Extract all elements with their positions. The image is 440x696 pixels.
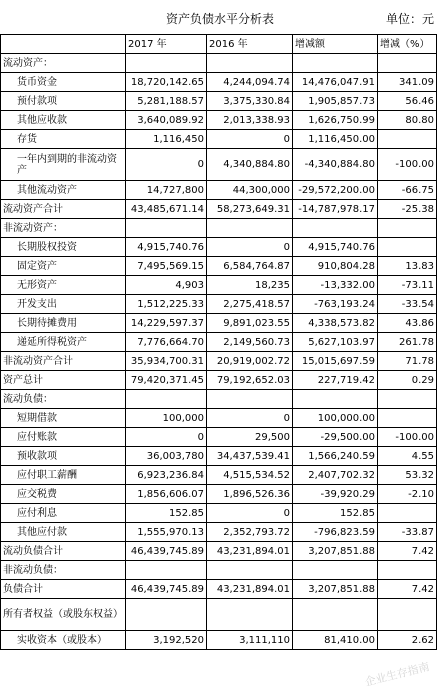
value-cell <box>207 561 293 580</box>
value-cell: -100.00 <box>378 149 437 181</box>
value-cell: 4,915,740.76 <box>293 238 378 257</box>
value-cell: 3,111,110 <box>207 631 293 650</box>
value-cell: 6,923,236.84 <box>126 466 207 485</box>
value-cell: 1,116,450.00 <box>293 130 378 149</box>
table-row <box>1 238 437 257</box>
value-cell: -2.10 <box>378 485 437 504</box>
value-cell: 1,896,526.36 <box>207 485 293 504</box>
value-cell: -33.87 <box>378 523 437 542</box>
table-row <box>1 409 437 428</box>
value-cell: 5,627,103.97 <box>293 333 378 352</box>
value-cell: 3,640,089.92 <box>126 111 207 130</box>
value-cell: 58,273,649.31 <box>207 200 293 219</box>
watermark-logo: 企业生存指南 <box>363 660 431 689</box>
value-cell: 43,231,894.01 <box>207 580 293 599</box>
header-cell: 2017 年 <box>126 35 207 54</box>
table-row <box>1 257 437 276</box>
value-cell: 46,439,745.89 <box>126 542 207 561</box>
value-cell: 29,500 <box>207 428 293 447</box>
row-label: 非流动资产合计 <box>1 352 126 371</box>
value-cell: -100.00 <box>378 428 437 447</box>
value-cell: 79,420,371.45 <box>126 371 207 390</box>
value-cell <box>126 599 207 631</box>
header-cell: 增减（%） <box>378 35 437 54</box>
value-cell: 71.78 <box>378 352 437 371</box>
value-cell: 13.83 <box>378 257 437 276</box>
value-cell: 43,231,894.01 <box>207 542 293 561</box>
header-cell: 2016 年 <box>207 35 293 54</box>
value-cell: 4,515,534.52 <box>207 466 293 485</box>
value-cell <box>378 238 437 257</box>
value-cell: -796,823.59 <box>293 523 378 542</box>
row-label: 流动负债合计 <box>1 542 126 561</box>
value-cell: 5,281,188.57 <box>126 92 207 111</box>
value-cell: 14,476,047.91 <box>293 73 378 92</box>
value-cell: 0.29 <box>378 371 437 390</box>
row-label: 所有者权益（或股东权益） <box>1 599 126 631</box>
value-cell: 3,207,851.88 <box>293 580 378 599</box>
table-row <box>1 371 437 390</box>
value-cell: -25.38 <box>378 200 437 219</box>
row-label: 负债合计 <box>1 580 126 599</box>
value-cell <box>378 54 437 73</box>
row-label: 应付账款 <box>1 428 126 447</box>
value-cell: 18,235 <box>207 276 293 295</box>
value-cell: 2,275,418.57 <box>207 295 293 314</box>
table-row <box>1 219 437 238</box>
row-label: 实收资本（或股本） <box>1 631 126 650</box>
value-cell: 1,116,450 <box>126 130 207 149</box>
value-cell: 80.80 <box>378 111 437 130</box>
value-cell: -14,787,978.17 <box>293 200 378 219</box>
value-cell: -33.54 <box>378 295 437 314</box>
value-cell: 1,905,857.73 <box>293 92 378 111</box>
table-row <box>1 485 437 504</box>
value-cell <box>293 599 378 631</box>
value-cell <box>293 390 378 409</box>
value-cell: 53.32 <box>378 466 437 485</box>
row-label: 预付款项 <box>1 92 126 111</box>
value-cell <box>207 219 293 238</box>
value-cell <box>207 599 293 631</box>
value-cell: 3,207,851.88 <box>293 542 378 561</box>
value-cell: 4.55 <box>378 447 437 466</box>
table-row <box>1 352 437 371</box>
table-row <box>1 523 437 542</box>
row-label: 长期股权投资 <box>1 238 126 257</box>
value-cell: 152.85 <box>293 504 378 523</box>
row-label: 流动资产合计 <box>1 200 126 219</box>
table-row <box>1 111 437 130</box>
value-cell: 81,410.00 <box>293 631 378 650</box>
table-row <box>1 580 437 599</box>
value-cell: 100,000.00 <box>293 409 378 428</box>
table-row <box>1 447 437 466</box>
value-cell <box>293 561 378 580</box>
value-cell: 18,720,142.65 <box>126 73 207 92</box>
value-cell: 43.86 <box>378 314 437 333</box>
row-label: 流动负债： <box>1 390 126 409</box>
row-label: 存货 <box>1 130 126 149</box>
value-cell <box>126 561 207 580</box>
table-row <box>1 333 437 352</box>
value-cell: -13,332.00 <box>293 276 378 295</box>
row-label: 递延所得税资产 <box>1 333 126 352</box>
table-row <box>1 428 437 447</box>
value-cell: 227,719.42 <box>293 371 378 390</box>
row-label: 无形资产 <box>1 276 126 295</box>
value-cell: -66.75 <box>378 181 437 200</box>
value-cell: 9,891,023.55 <box>207 314 293 333</box>
value-cell: 4,340,884.80 <box>207 149 293 181</box>
value-cell <box>293 54 378 73</box>
value-cell: 34,437,539.41 <box>207 447 293 466</box>
value-cell: 4,903 <box>126 276 207 295</box>
value-cell: 1,626,750.99 <box>293 111 378 130</box>
value-cell: -29,500.00 <box>293 428 378 447</box>
row-label: 应付职工薪酬 <box>1 466 126 485</box>
value-cell <box>378 409 437 428</box>
value-cell <box>293 219 378 238</box>
value-cell <box>126 219 207 238</box>
value-cell: 341.09 <box>378 73 437 92</box>
table-row <box>1 390 437 409</box>
value-cell: 4,338,573.82 <box>293 314 378 333</box>
value-cell: 43,485,671.14 <box>126 200 207 219</box>
value-cell <box>378 504 437 523</box>
value-cell: 4,244,094.74 <box>207 73 293 92</box>
value-cell: 3,375,330.84 <box>207 92 293 111</box>
table-row <box>1 314 437 333</box>
value-cell <box>126 390 207 409</box>
value-cell: 15,015,697.59 <box>293 352 378 371</box>
balance-sheet-table <box>0 34 437 650</box>
header-cell <box>1 35 126 54</box>
value-cell: -4,340,884.80 <box>293 149 378 181</box>
value-cell <box>378 561 437 580</box>
table-row <box>1 542 437 561</box>
unit-label: 单位：元 <box>385 12 434 26</box>
table-row <box>1 561 437 580</box>
row-label: 其他应收款 <box>1 111 126 130</box>
value-cell: 152.85 <box>126 504 207 523</box>
value-cell: 7.42 <box>378 580 437 599</box>
value-cell <box>378 390 437 409</box>
value-cell: 14,727,800 <box>126 181 207 200</box>
value-cell <box>207 390 293 409</box>
table-row <box>1 466 437 485</box>
row-label: 短期借款 <box>1 409 126 428</box>
value-cell: 0 <box>207 238 293 257</box>
table-title: 资产负债水平分析表 <box>165 12 274 26</box>
header-row <box>1 35 437 54</box>
row-label: 应付利息 <box>1 504 126 523</box>
row-label: 其他应付款 <box>1 523 126 542</box>
value-cell: 46,439,745.89 <box>126 580 207 599</box>
table-row <box>1 200 437 219</box>
value-cell: 1,512,225.33 <box>126 295 207 314</box>
table-row <box>1 92 437 111</box>
row-label: 应交税费 <box>1 485 126 504</box>
value-cell: 7,776,664.70 <box>126 333 207 352</box>
value-cell: 14,229,597.37 <box>126 314 207 333</box>
value-cell <box>378 130 437 149</box>
value-cell: 7.42 <box>378 542 437 561</box>
value-cell: -763,193.24 <box>293 295 378 314</box>
value-cell: 1,555,970.13 <box>126 523 207 542</box>
table-row <box>1 130 437 149</box>
value-cell: -39,920.29 <box>293 485 378 504</box>
value-cell: 1,856,606.07 <box>126 485 207 504</box>
row-label: 非流动资产： <box>1 219 126 238</box>
value-cell: 1,566,240.59 <box>293 447 378 466</box>
value-cell: 2.62 <box>378 631 437 650</box>
value-cell: 0 <box>207 504 293 523</box>
value-cell: 20,919,002.72 <box>207 352 293 371</box>
value-cell: 0 <box>207 130 293 149</box>
value-cell <box>207 54 293 73</box>
row-label: 固定资产 <box>1 257 126 276</box>
value-cell: 2,352,793.72 <box>207 523 293 542</box>
table-row <box>1 276 437 295</box>
value-cell: 100,000 <box>126 409 207 428</box>
row-label: 流动资产： <box>1 54 126 73</box>
row-label: 预收款项 <box>1 447 126 466</box>
value-cell: 3,192,520 <box>126 631 207 650</box>
value-cell: 0 <box>207 409 293 428</box>
value-cell: 0 <box>126 149 207 181</box>
value-cell <box>378 599 437 631</box>
row-label: 长期待摊费用 <box>1 314 126 333</box>
table-row <box>1 631 437 650</box>
value-cell: 56.46 <box>378 92 437 111</box>
value-cell: 6,584,764.87 <box>207 257 293 276</box>
table-row <box>1 599 437 631</box>
header-cell: 增减额 <box>293 35 378 54</box>
value-cell: -73.11 <box>378 276 437 295</box>
table-row <box>1 149 437 181</box>
table-row <box>1 54 437 73</box>
value-cell: 36,003,780 <box>126 447 207 466</box>
value-cell: 0 <box>126 428 207 447</box>
row-label: 一年内到期的非流动资产 <box>1 149 126 181</box>
value-cell: 7,495,569.15 <box>126 257 207 276</box>
value-cell: 2,407,702.32 <box>293 466 378 485</box>
value-cell: 44,300,000 <box>207 181 293 200</box>
row-label: 其他流动资产 <box>1 181 126 200</box>
table-row <box>1 504 437 523</box>
row-label: 资产总计 <box>1 371 126 390</box>
value-cell: 79,192,652.03 <box>207 371 293 390</box>
value-cell <box>126 54 207 73</box>
row-label: 非流动负债： <box>1 561 126 580</box>
value-cell: -29,572,200.00 <box>293 181 378 200</box>
value-cell: 910,804.28 <box>293 257 378 276</box>
value-cell: 261.78 <box>378 333 437 352</box>
value-cell: 4,915,740.76 <box>126 238 207 257</box>
value-cell: 35,934,700.31 <box>126 352 207 371</box>
table-row <box>1 73 437 92</box>
row-label: 货币资金 <box>1 73 126 92</box>
table-row <box>1 295 437 314</box>
row-label: 开发支出 <box>1 295 126 314</box>
value-cell <box>378 219 437 238</box>
table-row <box>1 181 437 200</box>
value-cell: 2,013,338.93 <box>207 111 293 130</box>
value-cell: 2,149,560.73 <box>207 333 293 352</box>
